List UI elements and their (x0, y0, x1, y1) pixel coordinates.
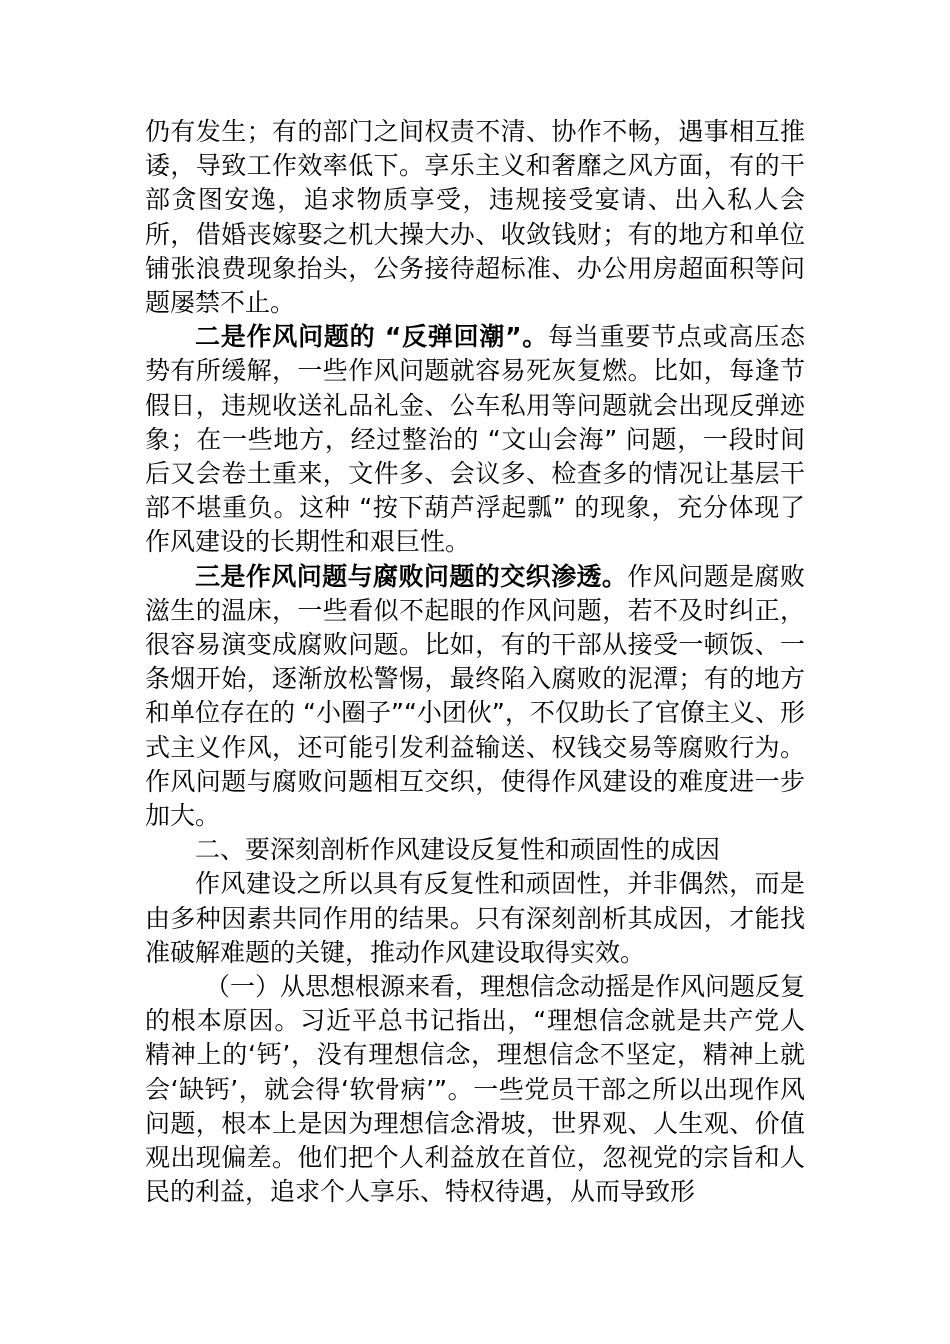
paragraph-ideology: （一）从思想根源来看，理想信念动摇是作风问题反复的根本原因。习近平总书记指出，“理想信念就是共产党人精神上的‘钙’，没有理想信念，理想信念不坚定，精神上就会‘缺钙’，就会得‘软骨病’”。一些党员干部之所以出现作风问题，根本上是因为理想信念滑坡，世界观、人生观、价值观出现偏差。他们把个人利益放在首位，忽视党的宗旨和人民的利益，追求个人享乐、特权待遇，从而导致形 (145, 972, 806, 1207)
paragraph-continuation: 仍有发生；有的部门之间权责不清、协作不畅，遇事相互推诿，导致工作效率低下。享乐主义和奢靡之风方面，有的干部贪图安逸，追求物质享受，违规接受宴请、出入私人会所，借婚丧嫁娶之机大操大办、收敛钱财；有的地方和单位铺张浪费现象抬头，公务接待超标准、办公用房超面积等问题屡禁不止。 (145, 117, 805, 318)
document-body (145, 115, 805, 1210)
paragraph-lead-bold: 二是作风问题的 “反弹回潮”。 (195, 322, 549, 352)
paragraph-body: 作风问题是腐败滋生的温床，一些看似不起眼的作风问题，若不及时纠正，很容易演变成腐败问题。比如，有的干部从接受一顿饭、一条烟开始，逐渐放松警惕，最终陷入腐败的泥潭；有的地方和单位存在的 “小圈子”“小团伙”，不仅助长了官僚主义、形式主义作风，还可能引发利益输送、权钱交易等腐败行为。作风问题与腐败问题相互交织，使得作风建设的难度进一步加大。 (145, 561, 805, 831)
paragraph-body: 每当重要节点或高压态势有所缓解，一些作风问题就容易死灰复燃。比如，每逢节假日，违规收送礼品礼金、公车私用等问题就会出现反弹迹象；在一些地方，经过整治的 “文山会海” 问题，一段时间后又会卷土重来，文件多、会议多、检查多的情况让基层干部不堪重负。这种 “按下葫芦浮起瓢” 的现象，充分体现了作风建设的长期性和艰巨性。 (145, 322, 805, 557)
paragraph-rebound (145, 320, 805, 559)
paragraph-causes-intro: 作风建设之所以具有反复性和顽固性，并非偶然，而是由多种因素共同作用的结果。只有深刻剖析其成因，才能找准破解难题的关键，推动作风建设取得实效。 (145, 869, 805, 967)
paragraph-corruption (145, 560, 805, 834)
paragraph-lead-bold: 三是作风问题与腐败问题的交织渗透。 (195, 561, 628, 591)
section-heading: 二、要深刻剖析作风建设反复性和顽固性的成因 (195, 835, 721, 865)
